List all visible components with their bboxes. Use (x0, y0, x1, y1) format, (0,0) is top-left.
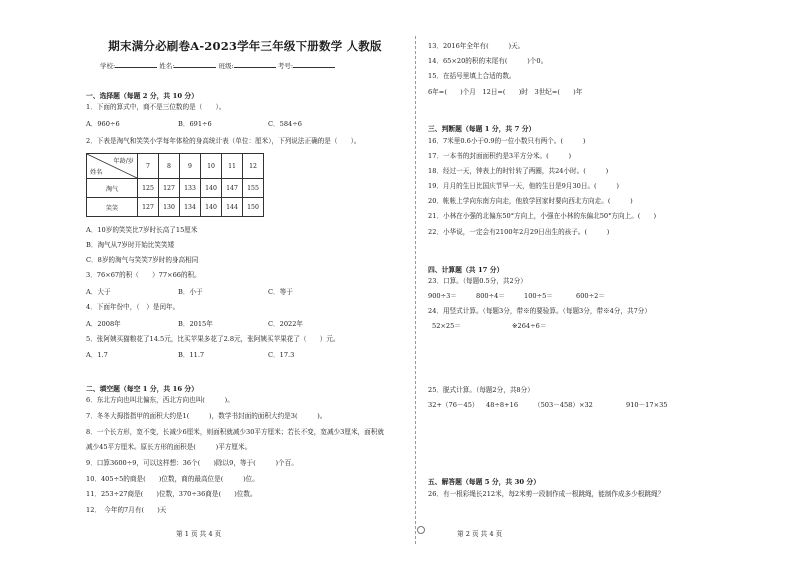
age-cell: 9 (180, 154, 201, 179)
section-fill-title: 二、填空题（每空 1 分，共 16 分） (86, 385, 199, 393)
question-10: 10．405÷5的商是( )位数，商的最高位是( )位。 (86, 475, 259, 483)
mixed-calc-item: 910－17×35 (626, 401, 668, 409)
oral-calc-item: 100÷5＝ (524, 292, 553, 300)
question-14: 14．65×20的积的末尾有( )个0。 (428, 57, 548, 65)
class-label: 班级: (218, 62, 234, 70)
oral-calc-item: 800÷4＝ (476, 292, 505, 300)
number-label: 考号: (277, 62, 294, 70)
question-13: 13．2016年全年有( )天。 (428, 42, 525, 50)
question-22: 22．小华说，一定会有2100年2月29日出生的孩子。( ) (428, 228, 610, 236)
oral-calc-item: 900÷3＝ (428, 292, 457, 300)
question-5-option-c: C．17.3 (268, 351, 295, 359)
class-field[interactable] (234, 60, 276, 68)
table-cell: 144 (222, 198, 243, 217)
question-3-option-c: C．等于 (268, 288, 293, 296)
question-3-option-b: B．小于 (178, 288, 203, 296)
question-24: 24．用竖式计算。（每题3分，带※的要验算。（每题3分，带※4分，共7分） (428, 307, 651, 315)
question-17: 17．一本书的封面面积约是3平方分米。( ) (428, 152, 572, 160)
question-26: 26．有一根彩绳长212米，每2米剪一段制作成一根跳绳，能制作成多少根跳绳？ (428, 490, 665, 498)
section-calc-title: 四、计算题（共 17 分） (428, 266, 504, 274)
mixed-calc-item: （503－458）×32 (534, 401, 593, 409)
header-name-label: 姓名 (90, 169, 103, 176)
table-cell: 155 (243, 179, 264, 198)
question-1-option-c: C．584÷6 (268, 120, 302, 128)
section-judge-title: 三、判断题（每题 1 分，共 7 分） (428, 125, 536, 133)
table-cell: 130 (159, 198, 180, 217)
age-cell: 8 (159, 154, 180, 179)
column-divider (415, 36, 416, 544)
question-23: 23．口算。（每题0.5分，共2分） (428, 277, 527, 285)
question-21: 21．小林在小强的北偏东50°方向上，小强在小林的东偏北50°方向上。( ) (428, 212, 657, 220)
section-choice-title: 一、选择题（每题 2 分，共 10 分） (86, 92, 199, 100)
table-header-row (87, 154, 264, 179)
table-cell: 150 (243, 198, 264, 217)
question-8-line-2: 减少45平方厘米。原长方形的面积是( )平方厘米。 (86, 443, 252, 451)
question-9: 9．口算3600÷9，可以这样想：36个( )除以9，等于( )个百。 (86, 459, 298, 467)
table-cell: 127 (138, 198, 159, 217)
question-12: 12． 今年的7月有( )天 (86, 506, 167, 514)
question-1-option-a: A．960÷6 (86, 120, 120, 128)
number-field[interactable] (293, 60, 335, 68)
question-3: 3．76×67的积（ ）77×66的积。 (86, 271, 201, 279)
name-label: 姓名: (159, 62, 175, 70)
question-2-option-a: A．10岁的笑笑比7岁时长高了15厘米 (86, 226, 198, 234)
name-field[interactable] (174, 60, 216, 68)
mixed-calc-item: 48÷8+16 (486, 401, 519, 409)
question-5: 5．张阿姨买猫粮花了14.5元，比买苹果多花了2.8元，张阿姨买苹果花了（ ）元。 (86, 335, 340, 343)
table-cell: 127 (159, 179, 180, 198)
oral-calc-item: 600÷2＝ (576, 292, 605, 300)
question-18: 18．经过一天，钟表上的时针转了两圈，共24小时。( ) (428, 167, 609, 175)
row-name-cell: 笑笑 (87, 198, 138, 217)
table-row (87, 198, 264, 217)
table-cell: 147 (222, 179, 243, 198)
binding-hole-icon (417, 526, 425, 534)
table-corner-cell (87, 154, 138, 179)
header-age-label: 年龄/岁 (113, 158, 134, 165)
question-20: 20．帐帐上学向东南方向走，他放学回家时要向西北方向走。( ) (428, 197, 633, 205)
question-15-blanks: 6年=( )个月 12日=( )时 3世纪=( )年 (428, 88, 583, 96)
table-cell: 140 (201, 198, 222, 217)
section-solve-title: 五、解答题（每题 5 分，共 30 分） (428, 478, 541, 486)
page-number-right: 第 2 页 共 4 页 (457, 530, 503, 538)
page-title: 期末满分必刷卷A-2023学年三年级下册数学 人教版 (108, 39, 382, 53)
question-5-option-b: B．11.7 (178, 351, 205, 359)
age-cell: 11 (222, 154, 243, 179)
vertical-calc-item: 52×25＝ (432, 322, 461, 330)
age-cell: 7 (138, 154, 159, 179)
age-cell: 10 (201, 154, 222, 179)
question-2-option-c: C．8岁的淘气与笑笑7岁时的身高相同 (86, 256, 199, 264)
school-field[interactable] (115, 60, 157, 68)
question-25: 25．脱式计算。（每题2分，共8分） (428, 386, 534, 394)
age-cell: 12 (243, 154, 264, 179)
question-4-option-b: B．2015年 (178, 320, 213, 328)
question-4-option-c: C．2022年 (268, 320, 304, 328)
question-19: 19．月月的生日比国庆节早一天，他的生日是9月30日。( ) (428, 182, 619, 190)
vertical-calc-item: ※264÷6＝ (512, 322, 547, 330)
table-cell: 140 (201, 179, 222, 198)
question-2: 2．下表是淘气和笑笑小学每年体检的身高统计表（单位：厘米），下列说法正确的是（ ）。 (86, 137, 361, 145)
question-15: 15．在括号里填上合适的数。 (428, 72, 516, 80)
mixed-calc-item: 32+（76－45） (428, 401, 479, 409)
question-1-option-b: B．691÷6 (178, 120, 212, 128)
table-cell: 125 (138, 179, 159, 198)
page-number-left: 第 1 页 共 4 页 (176, 530, 222, 538)
table-row (87, 179, 264, 198)
question-11: 11．253÷27商是( )位数，370÷36商是( )位数。 (86, 490, 257, 498)
question-8-line-1: 8．一个长方形，宽不变，长减少6厘米，则面积就减少30平方厘米；若长不变，宽减少3厘米，面积就 (86, 428, 384, 436)
question-5-option-a: A．1.7 (86, 351, 108, 359)
row-name-cell: 淘气 (87, 179, 138, 198)
question-4-option-a: A．2008年 (86, 320, 121, 328)
question-16: 16．7米里0.6小于0.9的一位小数只有两个。( ) (428, 137, 586, 145)
school-label: 学校: (100, 62, 116, 70)
question-6: 6．东北方向也叫北偏东，西北方向也叫( )。 (86, 396, 234, 404)
table-cell: 133 (180, 179, 201, 198)
question-1: 1．下面的算式中，商不是三位数的是（ ）。 (86, 103, 226, 111)
question-3-option-a: A．大于 (86, 288, 111, 296)
question-4: 4．下面年份中，（ ）是闰年。 (86, 303, 180, 311)
question-2-option-b: B．淘气从7岁时开始比笑笑矮 (86, 241, 175, 249)
height-table (86, 153, 264, 217)
student-info-line (100, 60, 335, 70)
question-7: 7．冬冬大拇指指甲的面积大约是1( )，数学书封面的面积大约是3( )。 (86, 412, 327, 420)
table-cell: 134 (180, 198, 201, 217)
